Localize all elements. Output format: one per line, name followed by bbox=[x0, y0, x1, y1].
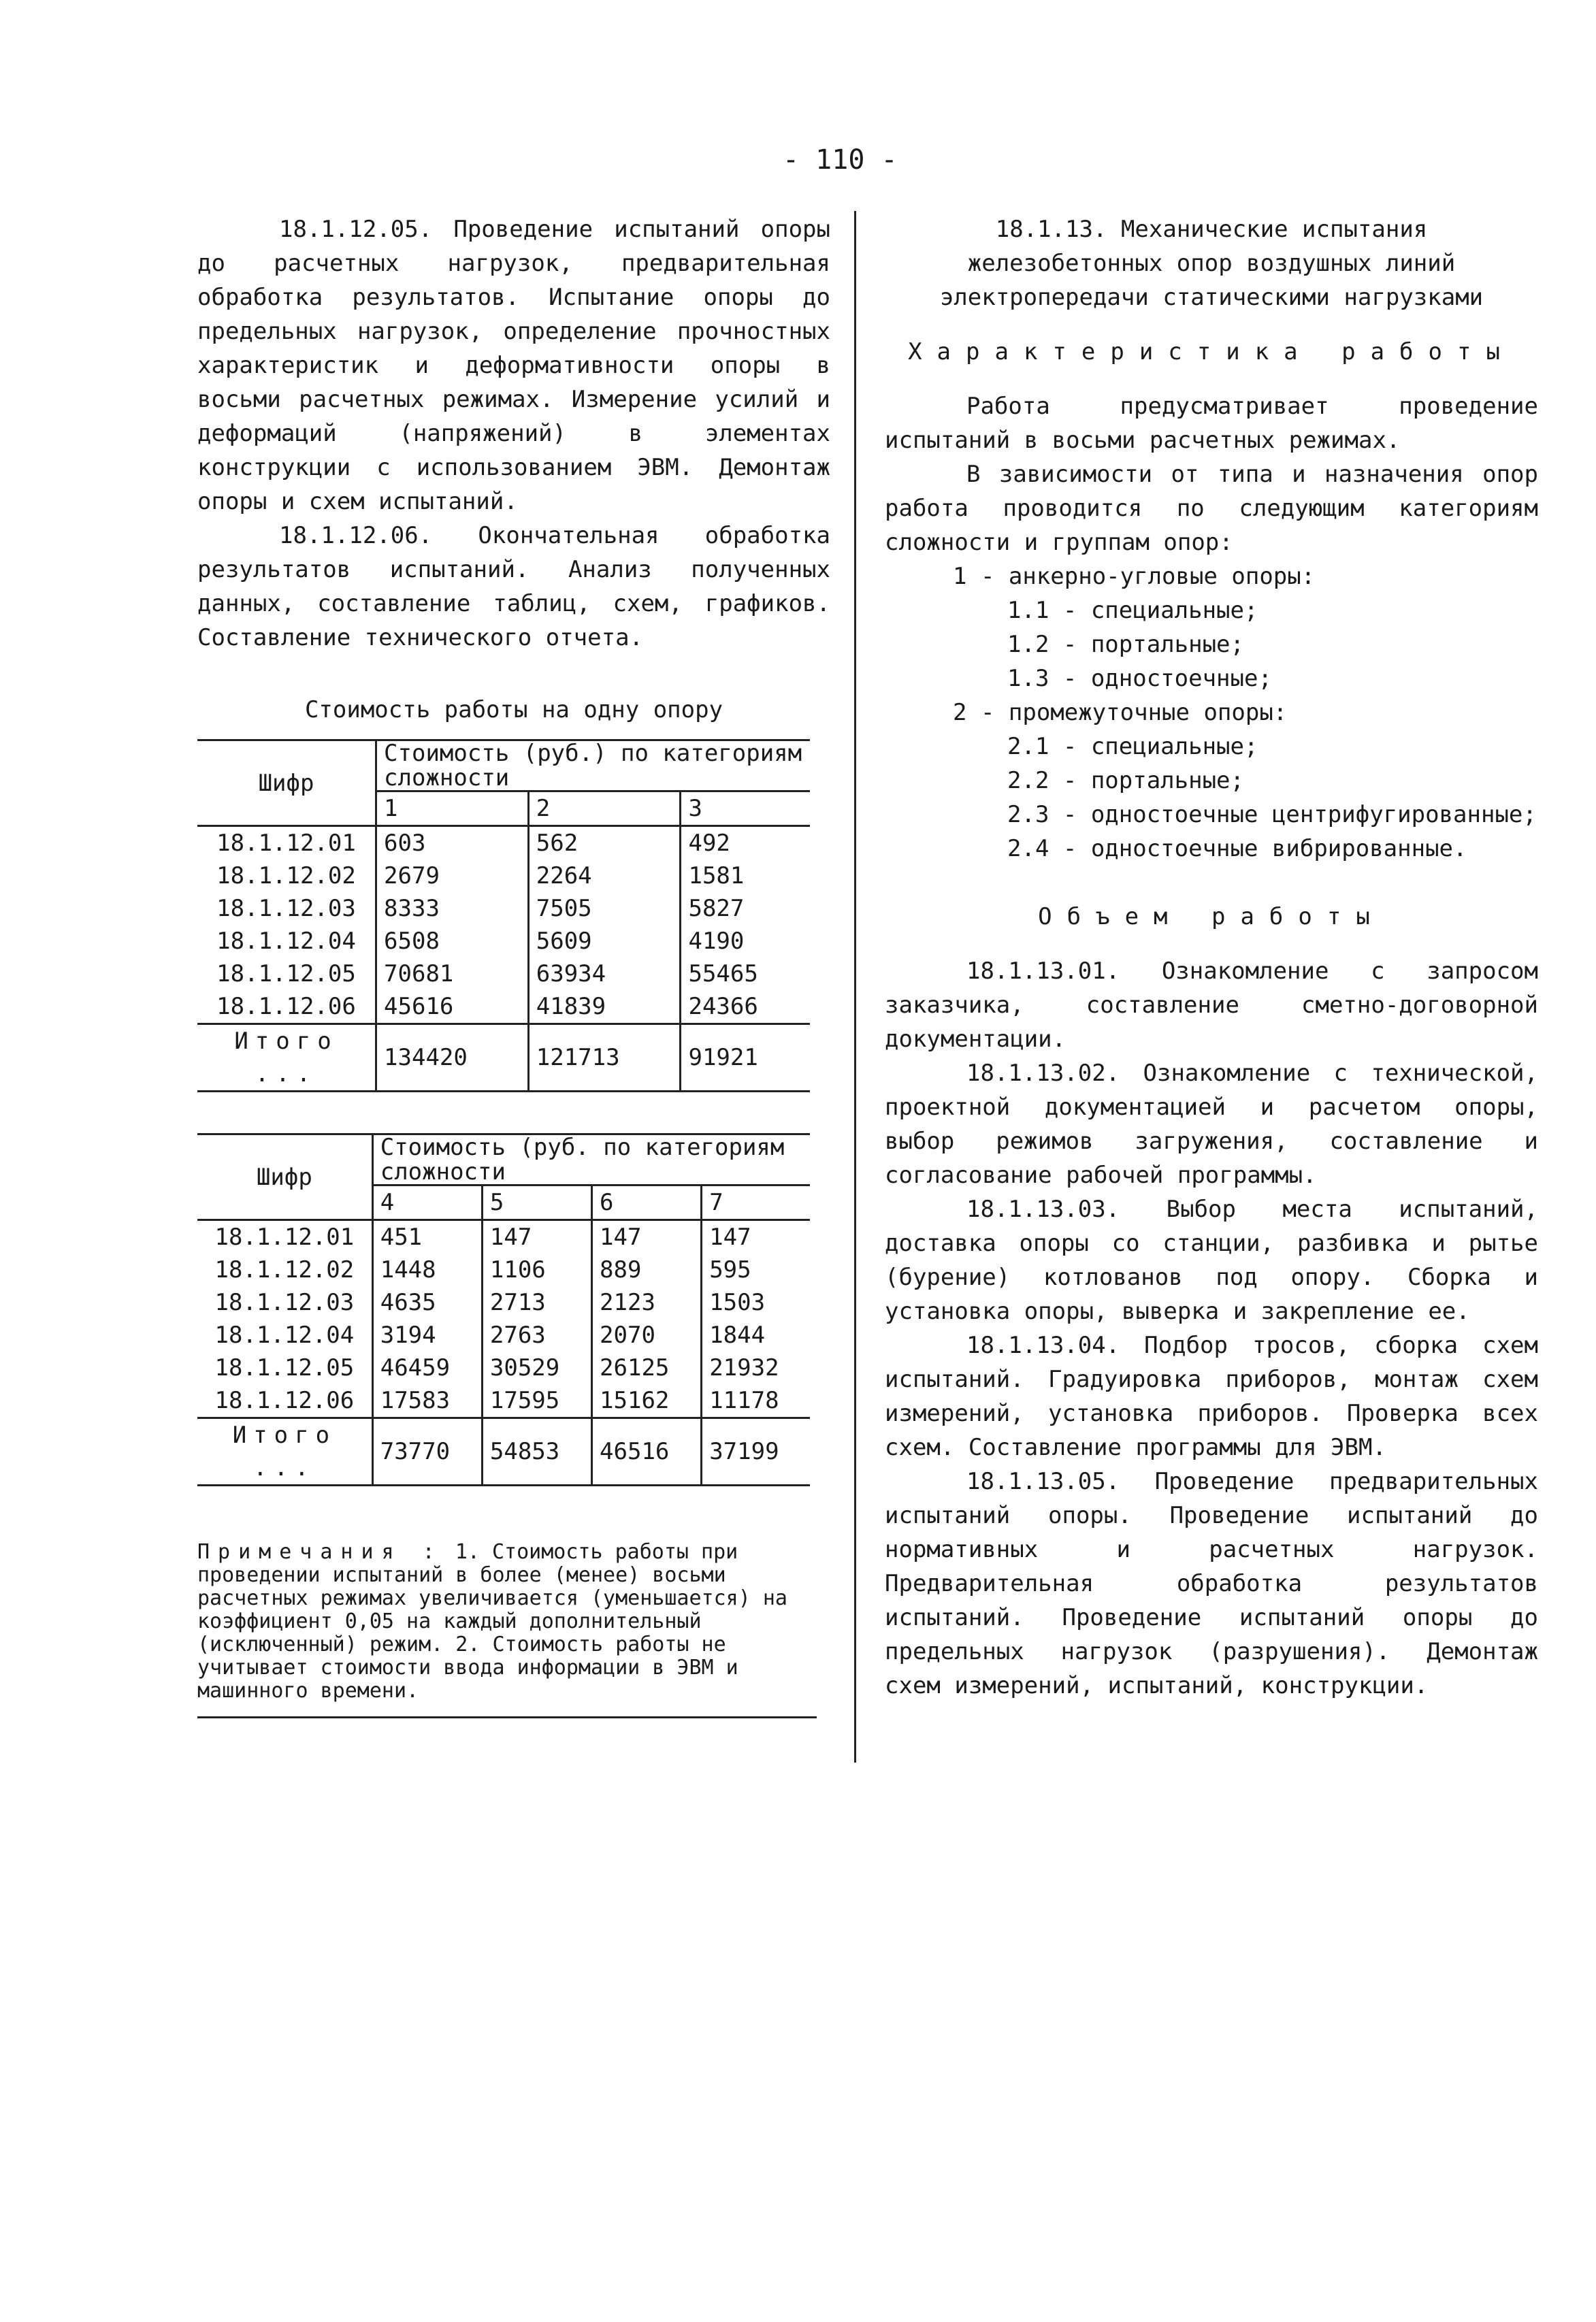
value-cell: 15162 bbox=[592, 1384, 702, 1418]
cipher-header: Шифр bbox=[197, 1134, 372, 1220]
value-cell: 17595 bbox=[482, 1384, 591, 1418]
value-cell: 492 bbox=[688, 830, 730, 857]
table-row bbox=[197, 1319, 810, 1352]
value-cell: 889 bbox=[592, 1254, 702, 1286]
notes-text: 1. Стоимость работы при проведении испытаний в более (менее) восьми расчетных режимах увеличивается (уменьшается) на коэффициент 0,05 на каждый дополнительный (исключенный) режим. 2. Стоимость работы не учитывает стоимости ввода информации в ЭВМ и машинного времени. bbox=[197, 1540, 787, 1703]
notes-label: Примечания : bbox=[197, 1540, 443, 1564]
value-cell: 24366 bbox=[688, 993, 758, 1020]
paragraph-scope: Работа предусматривает проведение испытаний в восьми расчетных режимах. bbox=[885, 393, 1538, 454]
value-cell: 70681 bbox=[376, 958, 529, 990]
category-5: 5 bbox=[482, 1185, 591, 1220]
table-row bbox=[197, 860, 810, 892]
total-label: Итого ... bbox=[197, 1418, 372, 1486]
left-column bbox=[197, 212, 830, 1718]
column-divider bbox=[854, 211, 856, 1763]
total-cell: 121713 bbox=[528, 1024, 681, 1092]
value-cell: 3194 bbox=[372, 1319, 482, 1352]
cipher-cell: 18.1.12.06 bbox=[197, 1384, 372, 1418]
paragraph-categories: В зависимости от типа и назначения опор работа проводится по следующим категориям сложности и группам опор: bbox=[885, 461, 1538, 556]
value-cell: 1581 bbox=[688, 862, 745, 889]
value-cell: 2679 bbox=[376, 860, 529, 892]
page-number: - 110 - bbox=[783, 144, 898, 176]
heading-volume: Объем работы bbox=[1038, 903, 1385, 930]
group-1-item: 1.1 - специальные; bbox=[1007, 597, 1258, 624]
total-label: Итого ... bbox=[197, 1024, 376, 1092]
value-cell: 63934 bbox=[528, 958, 681, 990]
value-cell: 11178 bbox=[709, 1387, 779, 1414]
table-row bbox=[197, 925, 810, 958]
value-cell: 55465 bbox=[688, 960, 758, 987]
total-cell: 91921 bbox=[688, 1044, 758, 1071]
total-row bbox=[197, 1024, 810, 1092]
category-2: 2 bbox=[528, 791, 681, 826]
value-cell: 8333 bbox=[376, 892, 529, 925]
value-cell: 147 bbox=[709, 1224, 751, 1251]
total-row bbox=[197, 1418, 810, 1486]
notes-divider bbox=[197, 1716, 817, 1718]
value-cell: 451 bbox=[372, 1220, 482, 1254]
table-row bbox=[197, 958, 810, 990]
cost-header: Стоимость (руб. по категориям сложности bbox=[380, 1134, 785, 1185]
cipher-cell: 18.1.12.05 bbox=[197, 1352, 372, 1384]
value-cell: 17583 bbox=[372, 1384, 482, 1418]
table-row bbox=[197, 1384, 810, 1418]
notes bbox=[197, 1541, 830, 1703]
work-item-18-1-13-04: 18.1.13.04. Подбор тросов, сборка схем испытаний. Градуировка приборов, монтаж схем измерений, установка приборов. Проверка всех схем. Составление программы для ЭВМ. bbox=[885, 1332, 1538, 1461]
paragraph-18-1-12-05: 18.1.12.05. Проведение испытаний опоры до расчетных нагрузок, предварительная обработка результатов. Испытание опоры до предельных нагрузок, определение прочностных характеристик и деформативности опоры в восьми расчетных режимах. Измерение усилий и деформаций (напряжений) в элементах конструкции с использованием ЭВМ. Демонтаж опоры и схем испытаний. bbox=[197, 216, 830, 515]
value-cell: 6508 bbox=[376, 925, 529, 958]
value-cell: 1503 bbox=[709, 1289, 766, 1316]
value-cell: 595 bbox=[709, 1256, 751, 1283]
cipher-cell: 18.1.12.06 bbox=[197, 990, 376, 1024]
value-cell: 603 bbox=[376, 826, 529, 860]
total-cell: 46516 bbox=[592, 1418, 702, 1486]
cipher-cell: 18.1.12.02 bbox=[197, 860, 376, 892]
table-row bbox=[197, 826, 810, 860]
table-row bbox=[197, 990, 810, 1024]
value-cell: 41839 bbox=[528, 990, 681, 1024]
value-cell: 2070 bbox=[592, 1319, 702, 1352]
cipher-cell: 18.1.12.01 bbox=[197, 1220, 372, 1254]
value-cell: 2763 bbox=[482, 1319, 591, 1352]
category-4: 4 bbox=[372, 1185, 482, 1220]
cipher-cell: 18.1.12.02 bbox=[197, 1254, 372, 1286]
section-title-18-1-13: 18.1.13. Механические испытания железобетонных опор воздушных линий электропередачи статическими нагрузками bbox=[939, 216, 1484, 311]
value-cell: 4190 bbox=[688, 928, 745, 955]
group-2-item: 2.3 - одностоечные центрифугированные; bbox=[1007, 801, 1537, 828]
value-cell: 2123 bbox=[592, 1286, 702, 1319]
cost-header: Стоимость (руб.) по категориям сложности bbox=[384, 740, 802, 791]
table-caption: Стоимость работы на одну опору bbox=[304, 696, 723, 723]
table-row bbox=[197, 1352, 810, 1384]
value-cell: 45616 bbox=[376, 990, 529, 1024]
value-cell: 5609 bbox=[528, 925, 681, 958]
value-cell: 30529 bbox=[482, 1352, 591, 1384]
category-1: 1 bbox=[376, 791, 529, 826]
cipher-cell: 18.1.12.01 bbox=[197, 826, 376, 860]
cost-table-2 bbox=[197, 1133, 810, 1486]
cipher-cell: 18.1.12.03 bbox=[197, 1286, 372, 1319]
value-cell: 46459 bbox=[372, 1352, 482, 1384]
value-cell: 26125 bbox=[592, 1352, 702, 1384]
value-cell: 21932 bbox=[709, 1354, 779, 1381]
value-cell: 1844 bbox=[709, 1322, 766, 1349]
value-cell: 1448 bbox=[372, 1254, 482, 1286]
table-row bbox=[197, 1254, 810, 1286]
value-cell: 1106 bbox=[482, 1254, 591, 1286]
total-cell: 37199 bbox=[709, 1438, 779, 1465]
group-2-item: 2.1 - специальные; bbox=[1007, 733, 1258, 760]
value-cell: 562 bbox=[528, 826, 681, 860]
value-cell: 7505 bbox=[528, 892, 681, 925]
group-2: 2 - промежуточные опоры: bbox=[953, 699, 1288, 726]
value-cell: 2713 bbox=[482, 1286, 591, 1319]
total-cell: 134420 bbox=[376, 1024, 529, 1092]
category-7: 7 bbox=[702, 1185, 810, 1220]
paragraph-18-1-12-06: 18.1.12.06. Окончательная обработка результатов испытаний. Анализ полученных данных, составление таблиц, схем, графиков. Составление технического отчета. bbox=[197, 522, 830, 651]
cipher-cell: 18.1.12.03 bbox=[197, 892, 376, 925]
table-row bbox=[197, 1286, 810, 1319]
group-2-item: 2.4 - одностоечные вибрированные. bbox=[1007, 835, 1467, 862]
work-item-18-1-13-01: 18.1.13.01. Ознакомление с запросом заказчика, составление сметно-договорной документации. bbox=[885, 958, 1538, 1053]
cipher-cell: 18.1.12.05 bbox=[197, 958, 376, 990]
total-cell: 54853 bbox=[482, 1418, 591, 1486]
cost-table-1 bbox=[197, 739, 810, 1092]
value-cell: 147 bbox=[482, 1220, 591, 1254]
work-item-18-1-13-03: 18.1.13.03. Выбор места испытаний, доставка опоры со станции, разбивка и рытье (бурение) котлованов под опору. Сборка и установка опоры, выверка и закрепление ее. bbox=[885, 1196, 1538, 1325]
total-cell: 73770 bbox=[372, 1418, 482, 1486]
group-1: 1 - анкерно-угловые опоры: bbox=[953, 563, 1316, 590]
value-cell: 2264 bbox=[528, 860, 681, 892]
value-cell: 5827 bbox=[688, 895, 745, 922]
table-row bbox=[197, 1220, 810, 1254]
right-column bbox=[885, 212, 1538, 1703]
value-cell: 4635 bbox=[372, 1286, 482, 1319]
table-row bbox=[197, 892, 810, 925]
work-item-18-1-13-05: 18.1.13.05. Проведение предварительных испытаний опоры. Проведение испытаний до нормативных и расчетных нагрузок. Предварительная обработка результатов испытаний. Проведение испытаний опоры до предельных нагрузок (разрушения). Демонтаж схем измерений, испытаний, конструкции. bbox=[885, 1468, 1538, 1699]
group-1-item: 1.2 - портальные; bbox=[1007, 631, 1244, 658]
value-cell: 147 bbox=[592, 1220, 702, 1254]
group-2-item: 2.2 - портальные; bbox=[1007, 767, 1244, 794]
cipher-header: Шифр bbox=[197, 740, 376, 826]
category-3: 3 bbox=[681, 791, 810, 826]
cipher-cell: 18.1.12.04 bbox=[197, 1319, 372, 1352]
category-6: 6 bbox=[592, 1185, 702, 1220]
group-1-item: 1.3 - одностоечные; bbox=[1007, 665, 1272, 692]
cipher-cell: 18.1.12.04 bbox=[197, 925, 376, 958]
heading-characteristics: Характеристика работы bbox=[908, 338, 1515, 365]
work-item-18-1-13-02: 18.1.13.02. Ознакомление с технической, проектной документацией и расчетом опоры, выбор режимов загружения, составление и согласование рабочей программы. bbox=[885, 1060, 1538, 1189]
